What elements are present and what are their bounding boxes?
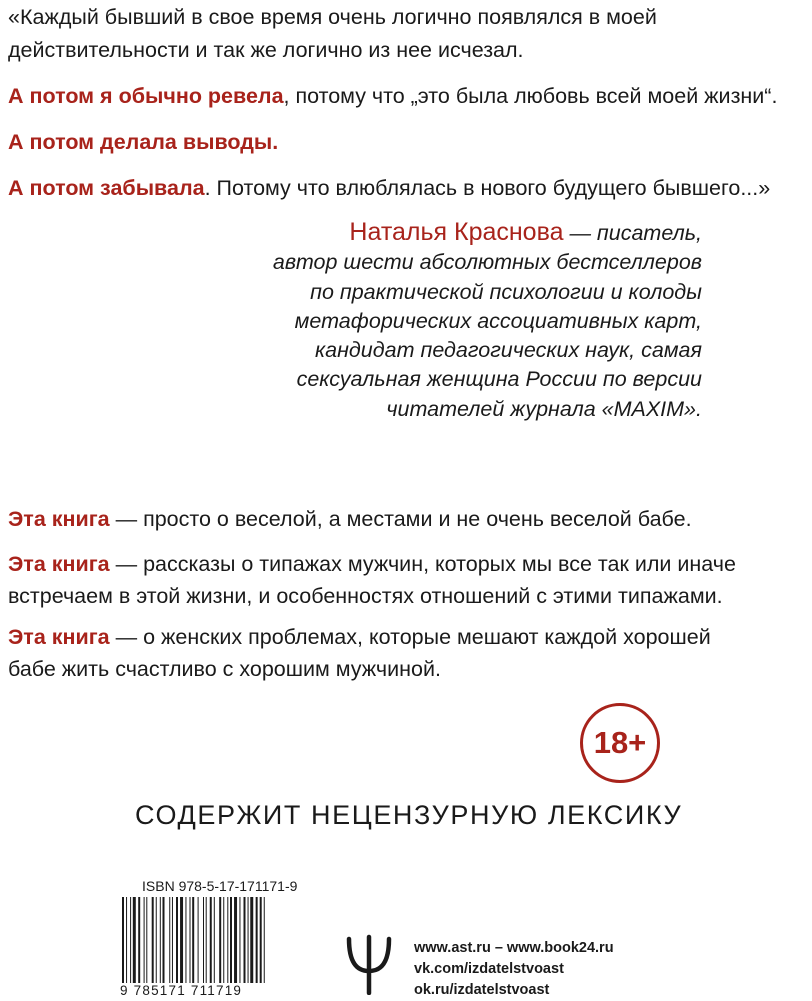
barcode-bar <box>126 897 127 989</box>
about-paragraph-2-cont: встречаем в этой жизни, и особенностях отношений с этими типажами. <box>8 584 723 608</box>
barcode-bar <box>163 897 165 989</box>
about-label: Эта книга <box>8 507 110 531</box>
quote-highlight: А потом забывала <box>8 176 205 200</box>
barcode-bar <box>172 897 173 989</box>
about-paragraph-1 <box>8 506 692 533</box>
barcode-bar <box>230 897 232 989</box>
ok-link[interactable]: ok.ru/izdatelstvoast <box>414 982 550 998</box>
author-line-5: кандидат педагогических наук, самая <box>314 338 702 363</box>
quote-line-1: «Каждый бывший в свое время очень логично появлялся в моей <box>8 5 657 29</box>
barcode-bar <box>239 897 240 989</box>
about-text: — рассказы о типажах мужчин, которых мы все так или иначе <box>109 552 736 576</box>
about-label: Эта книга <box>8 625 110 649</box>
barcode-bar <box>256 897 258 989</box>
quote-line-2: действительности и так же логично из нее исчезал. <box>8 38 524 62</box>
isbn: ISBN 978-5-17-171171-9 <box>142 878 298 894</box>
website-link[interactable]: www.ast.ru – www.book24.ru <box>414 940 614 956</box>
author-line-1 <box>273 218 702 248</box>
age-rating-badge: 18+ <box>580 703 660 783</box>
author-line-6: сексуальная женщина России по версии <box>296 367 702 392</box>
about-paragraph-3 <box>8 624 711 651</box>
about-paragraph-2 <box>8 551 736 578</box>
barcode <box>120 897 320 989</box>
barcode-bar <box>203 897 204 989</box>
barcode-bar <box>248 897 249 989</box>
ast-psi-logo-icon <box>343 933 395 995</box>
barcode-bar <box>219 897 221 989</box>
barcode-bar <box>169 897 170 989</box>
barcode-bar <box>180 897 183 989</box>
quote-paragraph-2 <box>8 83 777 110</box>
content-warning: СОДЕРЖИТ НЕЦЕНЗУРНУЮ ЛЕКСИКУ <box>135 800 683 830</box>
barcode-bar <box>264 897 265 989</box>
barcode-bar <box>160 897 161 989</box>
author-line-7: читателей журнала «MAXIM». <box>386 396 702 421</box>
about-label: Эта книга <box>8 552 110 576</box>
barcode-bar <box>190 897 191 989</box>
author-line-4: метафорических ассоциативных карт, <box>294 308 702 333</box>
barcode-bar <box>176 897 178 989</box>
barcode-bar <box>223 897 224 989</box>
quote-paragraph-4 <box>8 175 770 202</box>
barcode-bar <box>250 897 253 989</box>
author-name: Наталья Краснова <box>349 218 564 246</box>
barcode-bar <box>198 897 199 989</box>
author-line-2: автор шести абсолютных бестселлеров <box>272 250 702 275</box>
barcode-bar <box>234 897 237 989</box>
barcode-bar <box>206 897 207 989</box>
barcode-bar <box>144 897 145 989</box>
quote-paragraph-3 <box>8 129 278 156</box>
about-paragraph-3-cont: бабе жить счастливо с хорошим мужчиной. <box>8 657 441 681</box>
barcode-digits: 9 785171 711719 <box>120 983 320 998</box>
publisher-links <box>414 938 614 1001</box>
quote-highlight: А потом я обычно ревела <box>8 84 284 108</box>
about-text: — просто о веселой, а местами и не очень веселой бабе. <box>109 507 692 531</box>
barcode-bar <box>185 897 186 989</box>
quote-highlight: А потом делала выводы. <box>8 130 279 154</box>
barcode-bar <box>138 897 140 989</box>
barcode-bar <box>244 897 246 989</box>
barcode-bar <box>192 897 194 989</box>
barcode-bar <box>130 897 131 989</box>
barcode-bar <box>156 897 157 989</box>
barcode-bar <box>210 897 212 989</box>
barcode-bar <box>227 897 228 989</box>
author-line-3: по практической психологии и колоды <box>310 279 702 304</box>
author-role: — писатель, <box>563 221 702 245</box>
barcode-bar <box>122 897 124 989</box>
quote-text: , потому что „это была любовь всей моей жизни“. <box>283 84 778 108</box>
barcode-bar <box>146 897 147 989</box>
barcode-bar <box>214 897 215 989</box>
barcode-bar <box>133 897 136 989</box>
barcode-bar <box>152 897 154 989</box>
vk-link[interactable]: vk.com/izdatelstvoast <box>414 961 564 977</box>
about-text: — о женских проблемах, которые мешают каждой хорошей <box>109 625 711 649</box>
barcode-bar <box>260 897 262 989</box>
quote-text: . Потому что влюблялась в нового будущего бывшего...» <box>204 176 771 200</box>
author-bio <box>273 218 702 424</box>
